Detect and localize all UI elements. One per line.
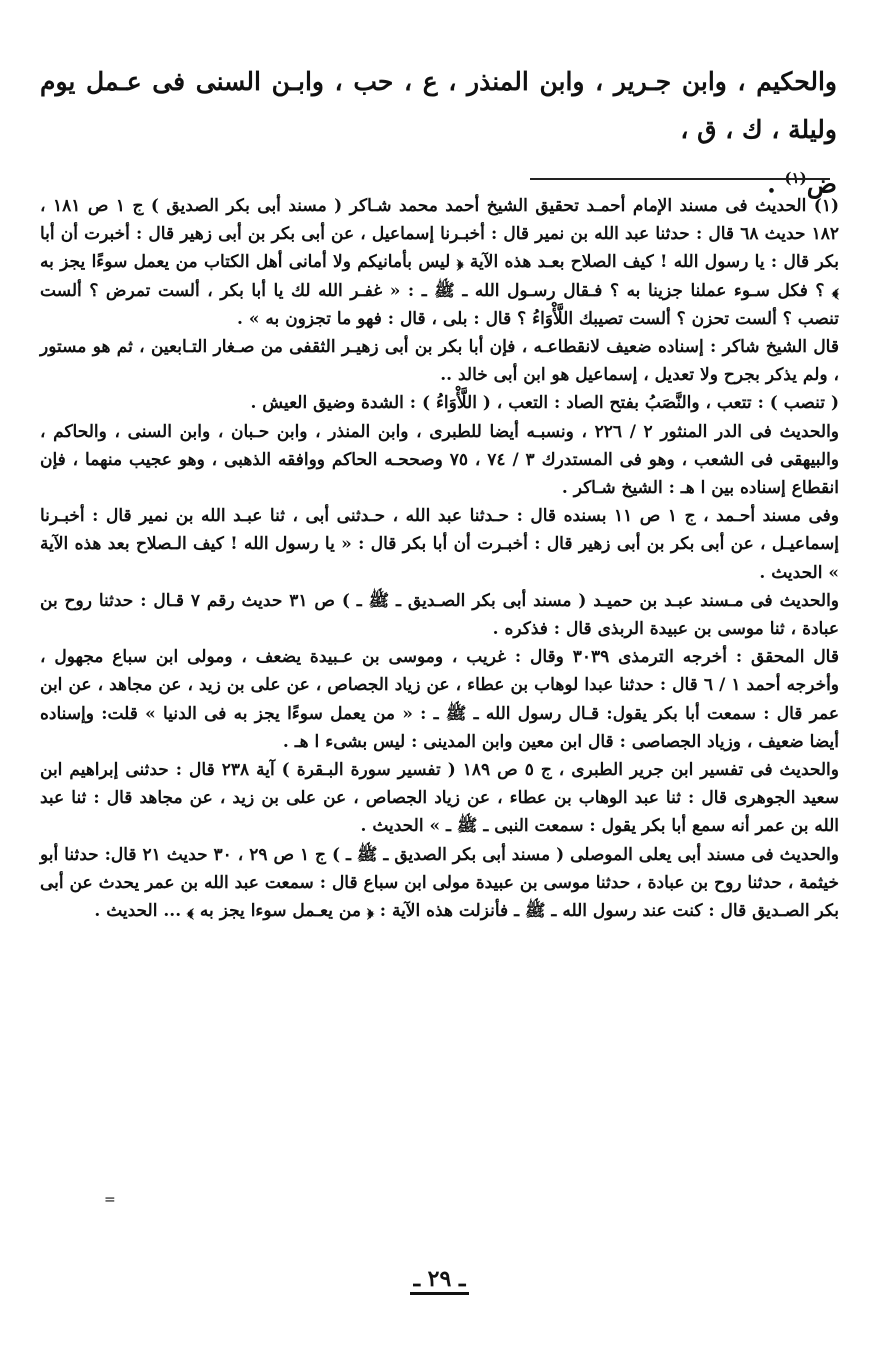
footnote-paragraph: والحديث فى مسند أبى يعلى الموصلى ( مسند أبى بكر الصديق ـ ﷺ ـ ) ج ١ ص ٢٩ ، ٣٠ حديث ٢١ قال: حدثنا أبو خيثمة ، حدثنا روح بن عبادة ، حدثنا موسى بن عبيدة مولى ابن سباع قال : سمعت عبد الله بن عمر يحدث عن أبى بكر الصـديق قال : كنت عند رسول الله ـ ﷺ ـ فأنزلت هذه الآية : ﴿ من يعـمل سوءا يجز به ﴾ ... الحديث . [40,844,839,922]
footnotes-section [40,192,839,925]
page-number [0,1266,879,1292]
footnote-paragraph: والحديث فى مـسند عبـد بن حميـد ( مسند أبى بكر الصـديق ـ ﷺ ـ ) ص ٣١ حديث رقم ٧ قـال : حدثنا روح بن عبادة ، ثنا موسى بن عبيدة الربذى قال : فذكره . [40,590,839,640]
footnote-separator [530,178,830,180]
footnote-reference[interactable]: (١) [784,169,807,187]
footnote-paragraph: (١) الحديث فى مسند الإمام أحمـد تحقيق الشيخ أحمد محمد شـاكر ( مسند أبى بكر الصديق ) ج ١ ص ١٨١ ، ١٨٢ حديث ٦٨ قال : حدثنا عبد الله بن نمير قال : أخبـرنا إسماعيل ، عن أبى بكر بن أبى زهير قال : أخبرت أن أبا بكر قال : يا رسول الله ! كيف الصلاح بعـد هذه الآية ﴿ ليس بأمانيكم ولا أمانى أهل الكتاب من يعمل سوءًا يجز به ﴾ ؟ فكل سـوء عملنا جزينا به ؟ فـقال رسـول الله ـ ﷺ ـ : « غفـر الله لك يا أبا بكر ، ألست تمرض ؟ ألست تنصب ؟ ألست تحزن ؟ ألست تصيبك اللَّأْوَاءُ ؟ قال : بلى ، قال : فهو ما تجزون به » . [40,196,840,329]
footnote-paragraph: والحديث فى الدر المنثور ٢ / ٢٢٦ ، ونسبـه أيضا للطبرى ، وابن المنذر ، وابن حـبان ، وابن السنى ، والحاكم ، والبيهقى فى الشعب ، وهو فى المستدرك ٣ / ٧٤ ، ٧٥ وصححـه الحاكم ووافقه الذهبى ، وهو عجيب منهما ، فإن انقطاع إسناده بين ا هـ : الشيخ شـاكر . [40,421,840,499]
footnote-paragraph: قال الشيخ شاكر : إسناده ضعيف لانقطاعـه ، فإن أبا بكر بن أبى زهيـر الثقفى من صـغار التـابعين ، ثم هو مستور ، ولم يذكر بجرح ولا تعديل ، إسماعيل هو ابن أبى خالد .. [40,337,839,386]
footnote-paragraph: ( تنصب ) : تتعب ، والنَّصَبُ بفتح الصاد : التعب ، ( اللَّأْوَاءُ ) : الشدة وضيق العيش . [250,393,839,414]
footnote-paragraph: قال المحقق : أخرجه الترمذى ٣٠٣٩ وقال : غريب ، وموسى بن عـبيدة يضعف ، ومولى ابن سباع مجهول ، وأخرجه أحمد ١ / ٦ قال : حدثنا عبدا لوهاب بن عطاء ، عن زياد الجصاص ، عن على بن زيد ، عن مجاهد ، عن ابن عمر قال : سمعت أبا بكر يقول: قـال رسول الله ـ ﷺ ـ : « من يعمل سوءًا يجز به فى الدنيا » قلت: وإسناده أيضا ضعيف ، وزياد الجصاصى : قال ابن معين وابن المدينى : ليس بشىء ا هـ . [40,647,840,752]
main-text [40,58,837,208]
main-text-line-2: ض [806,169,837,199]
page-number-label: ـ ٢٩ ـ [410,1266,470,1295]
footnote-paragraph: وفى مسند أحـمد ، ج ١ ص ١١ بسنده قال : حـدثنا عبد الله ، حـدثنى أبى ، ثنا عبـد الله بن نمير قال : أخبـرنا إسماعيـل ، عن أبى بكر بن أبى زهير قال : أخبـرت أن أبا بكر قال : « يا رسول الله ! كيف الـصلاح بعد هذه الآية » الحديث . [40,506,839,583]
main-text-line-1: والحكيم ، وابن جـرير ، وابن المنذر ، ع ، حب ، وابـن السنى فى عـمل يوم وليلة ، ك ، ق ، [40,67,837,144]
footnote-paragraph: والحديث فى تفسير ابن جرير الطبرى ، ج ٥ ص ١٨٩ ( تفسير سورة البـقرة ) آية ٢٣٨ قال : حدثنى إبراهيم ابن سعيد الجوهرى قال : ثنا عبد الوهاب بن عطاء ، عن زياد الجصاص ، عن على بن زيد ، عن مجاهد قال : ثنا عبد الله بن عمر أنه سمع أبا بكر يقول : سمعت النبى ـ ﷺ ـ » الحديث . [40,760,839,837]
stray-mark: = [104,1192,116,1208]
main-text-line-2-end: . [767,169,785,199]
